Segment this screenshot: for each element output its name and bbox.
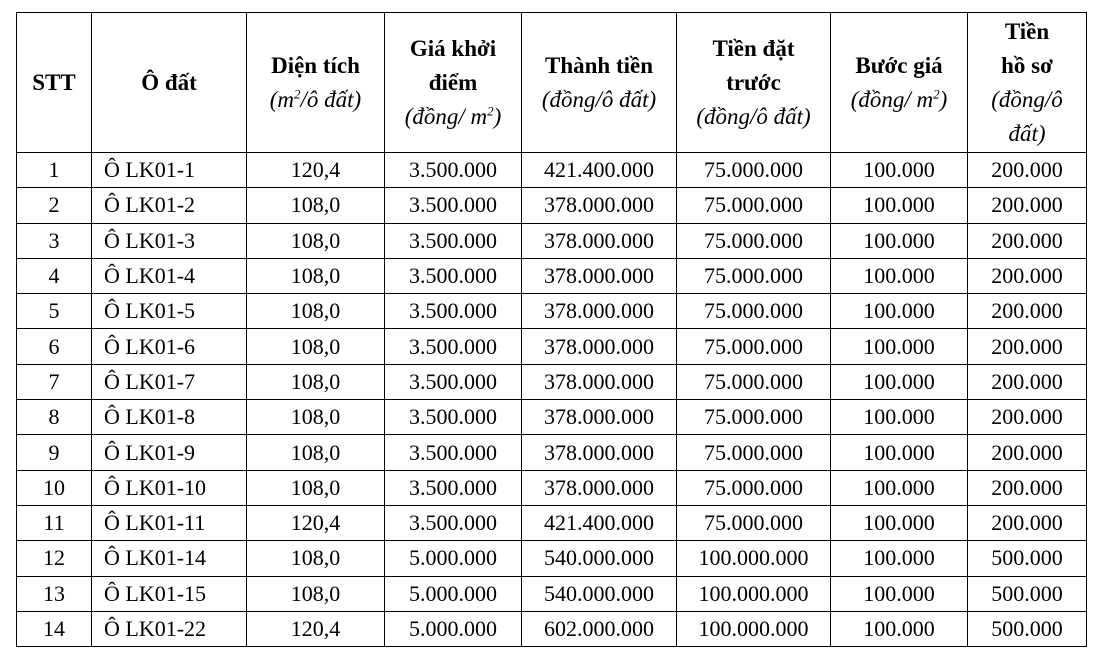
cell-bid-step: 100.000	[831, 223, 968, 258]
cell-stt: 10	[17, 470, 92, 505]
table-body	[17, 153, 1087, 647]
cell-dossier-fee: 200.000	[968, 329, 1087, 364]
cell-stt: 1	[17, 153, 92, 188]
cell-total: 378.000.000	[522, 188, 677, 223]
cell-dossier-fee: 500.000	[968, 611, 1087, 646]
cell-area: 108,0	[247, 294, 385, 329]
cell-area: 108,0	[247, 541, 385, 576]
cell-area: 108,0	[247, 576, 385, 611]
cell-start-price: 5.000.000	[385, 541, 522, 576]
cell-lot: Ô LK01-5	[92, 294, 247, 329]
header-stt: STT	[17, 13, 92, 153]
cell-area: 108,0	[247, 223, 385, 258]
cell-stt: 6	[17, 329, 92, 364]
header-dossier-fee: Tiền hồ sơ (đồng/ô đất)	[968, 13, 1087, 153]
cell-dossier-fee: 200.000	[968, 223, 1087, 258]
cell-start-price: 3.500.000	[385, 505, 522, 540]
cell-lot: Ô LK01-3	[92, 223, 247, 258]
cell-start-price: 3.500.000	[385, 258, 522, 293]
cell-start-price: 3.500.000	[385, 400, 522, 435]
cell-bid-step: 100.000	[831, 576, 968, 611]
cell-lot: Ô LK01-14	[92, 541, 247, 576]
cell-lot: Ô LK01-15	[92, 576, 247, 611]
cell-bid-step: 100.000	[831, 611, 968, 646]
cell-bid-step: 100.000	[831, 400, 968, 435]
cell-bid-step: 100.000	[831, 470, 968, 505]
cell-start-price: 5.000.000	[385, 611, 522, 646]
cell-bid-step: 100.000	[831, 188, 968, 223]
cell-stt: 4	[17, 258, 92, 293]
cell-total: 378.000.000	[522, 470, 677, 505]
cell-bid-step: 100.000	[831, 435, 968, 470]
cell-start-price: 5.000.000	[385, 576, 522, 611]
cell-deposit: 75.000.000	[677, 364, 831, 399]
header-deposit: Tiền đặt trước (đồng/ô đất)	[677, 13, 831, 153]
cell-lot: Ô LK01-8	[92, 400, 247, 435]
cell-bid-step: 100.000	[831, 541, 968, 576]
table-row	[17, 223, 1087, 258]
table-row	[17, 470, 1087, 505]
header-lot: Ô đất	[92, 13, 247, 153]
land-auction-table	[16, 12, 1087, 647]
cell-start-price: 3.500.000	[385, 188, 522, 223]
cell-area: 108,0	[247, 258, 385, 293]
cell-lot: Ô LK01-7	[92, 364, 247, 399]
table-row	[17, 258, 1087, 293]
cell-total: 421.400.000	[522, 505, 677, 540]
cell-stt: 9	[17, 435, 92, 470]
cell-area: 108,0	[247, 470, 385, 505]
cell-deposit: 100.000.000	[677, 541, 831, 576]
table-row	[17, 611, 1087, 646]
cell-total: 378.000.000	[522, 329, 677, 364]
cell-start-price: 3.500.000	[385, 470, 522, 505]
cell-dossier-fee: 200.000	[968, 400, 1087, 435]
cell-lot: Ô LK01-10	[92, 470, 247, 505]
header-start-price: Giá khởi điểm (đồng/ $m^2$)	[385, 13, 522, 153]
table-row	[17, 188, 1087, 223]
cell-deposit: 100.000.000	[677, 611, 831, 646]
cell-total: 378.000.000	[522, 258, 677, 293]
table-row	[17, 153, 1087, 188]
cell-total: 540.000.000	[522, 541, 677, 576]
cell-deposit: 75.000.000	[677, 505, 831, 540]
cell-bid-step: 100.000	[831, 153, 968, 188]
cell-total: 378.000.000	[522, 435, 677, 470]
cell-bid-step: 100.000	[831, 258, 968, 293]
cell-start-price: 3.500.000	[385, 294, 522, 329]
table-row	[17, 576, 1087, 611]
cell-total: 602.000.000	[522, 611, 677, 646]
cell-stt: 8	[17, 400, 92, 435]
cell-area: 120,4	[247, 153, 385, 188]
cell-stt: 3	[17, 223, 92, 258]
cell-start-price: 3.500.000	[385, 153, 522, 188]
cell-dossier-fee: 200.000	[968, 470, 1087, 505]
cell-total: 421.400.000	[522, 153, 677, 188]
cell-area: 120,4	[247, 611, 385, 646]
cell-start-price: 3.500.000	[385, 329, 522, 364]
cell-deposit: 75.000.000	[677, 329, 831, 364]
cell-total: 378.000.000	[522, 364, 677, 399]
cell-area: 108,0	[247, 329, 385, 364]
cell-deposit: 100.000.000	[677, 576, 831, 611]
cell-stt: 14	[17, 611, 92, 646]
cell-lot: Ô LK01-9	[92, 435, 247, 470]
cell-stt: 11	[17, 505, 92, 540]
cell-total: 378.000.000	[522, 294, 677, 329]
cell-total: 540.000.000	[522, 576, 677, 611]
cell-deposit: 75.000.000	[677, 400, 831, 435]
header-total: Thành tiền (đồng/ô đất)	[522, 13, 677, 153]
header-bid-step: Bước giá (đồng/ $m^2$)	[831, 13, 968, 153]
cell-stt: 5	[17, 294, 92, 329]
cell-area: 108,0	[247, 188, 385, 223]
cell-lot: Ô LK01-11	[92, 505, 247, 540]
cell-stt: 2	[17, 188, 92, 223]
cell-lot: Ô LK01-22	[92, 611, 247, 646]
cell-lot: Ô LK01-6	[92, 329, 247, 364]
cell-bid-step: 100.000	[831, 329, 968, 364]
cell-deposit: 75.000.000	[677, 294, 831, 329]
cell-bid-step: 100.000	[831, 505, 968, 540]
cell-deposit: 75.000.000	[677, 435, 831, 470]
cell-dossier-fee: 200.000	[968, 364, 1087, 399]
cell-dossier-fee: 200.000	[968, 505, 1087, 540]
cell-dossier-fee: 200.000	[968, 153, 1087, 188]
table-row	[17, 435, 1087, 470]
cell-stt: 7	[17, 364, 92, 399]
cell-deposit: 75.000.000	[677, 153, 831, 188]
table-row	[17, 364, 1087, 399]
cell-start-price: 3.500.000	[385, 435, 522, 470]
cell-dossier-fee: 200.000	[968, 188, 1087, 223]
cell-deposit: 75.000.000	[677, 258, 831, 293]
cell-start-price: 3.500.000	[385, 223, 522, 258]
table-header-row	[17, 13, 1087, 153]
cell-bid-step: 100.000	[831, 364, 968, 399]
cell-lot: Ô LK01-4	[92, 258, 247, 293]
cell-deposit: 75.000.000	[677, 470, 831, 505]
cell-bid-step: 100.000	[831, 294, 968, 329]
cell-start-price: 3.500.000	[385, 364, 522, 399]
cell-deposit: 75.000.000	[677, 223, 831, 258]
cell-dossier-fee: 500.000	[968, 541, 1087, 576]
cell-total: 378.000.000	[522, 223, 677, 258]
table-row	[17, 294, 1087, 329]
cell-dossier-fee: 200.000	[968, 258, 1087, 293]
cell-dossier-fee: 200.000	[968, 294, 1087, 329]
cell-stt: 12	[17, 541, 92, 576]
table-row	[17, 541, 1087, 576]
cell-dossier-fee: 200.000	[968, 435, 1087, 470]
table-row	[17, 505, 1087, 540]
cell-area: 108,0	[247, 364, 385, 399]
table-row	[17, 329, 1087, 364]
cell-area: 120,4	[247, 505, 385, 540]
cell-lot: Ô LK01-2	[92, 188, 247, 223]
cell-total: 378.000.000	[522, 400, 677, 435]
cell-stt: 13	[17, 576, 92, 611]
table-row	[17, 400, 1087, 435]
cell-area: 108,0	[247, 435, 385, 470]
cell-lot: Ô LK01-1	[92, 153, 247, 188]
cell-area: 108,0	[247, 400, 385, 435]
cell-dossier-fee: 500.000	[968, 576, 1087, 611]
cell-deposit: 75.000.000	[677, 188, 831, 223]
header-area: Diện tích ($m^2/ô$ đất)	[247, 13, 385, 153]
